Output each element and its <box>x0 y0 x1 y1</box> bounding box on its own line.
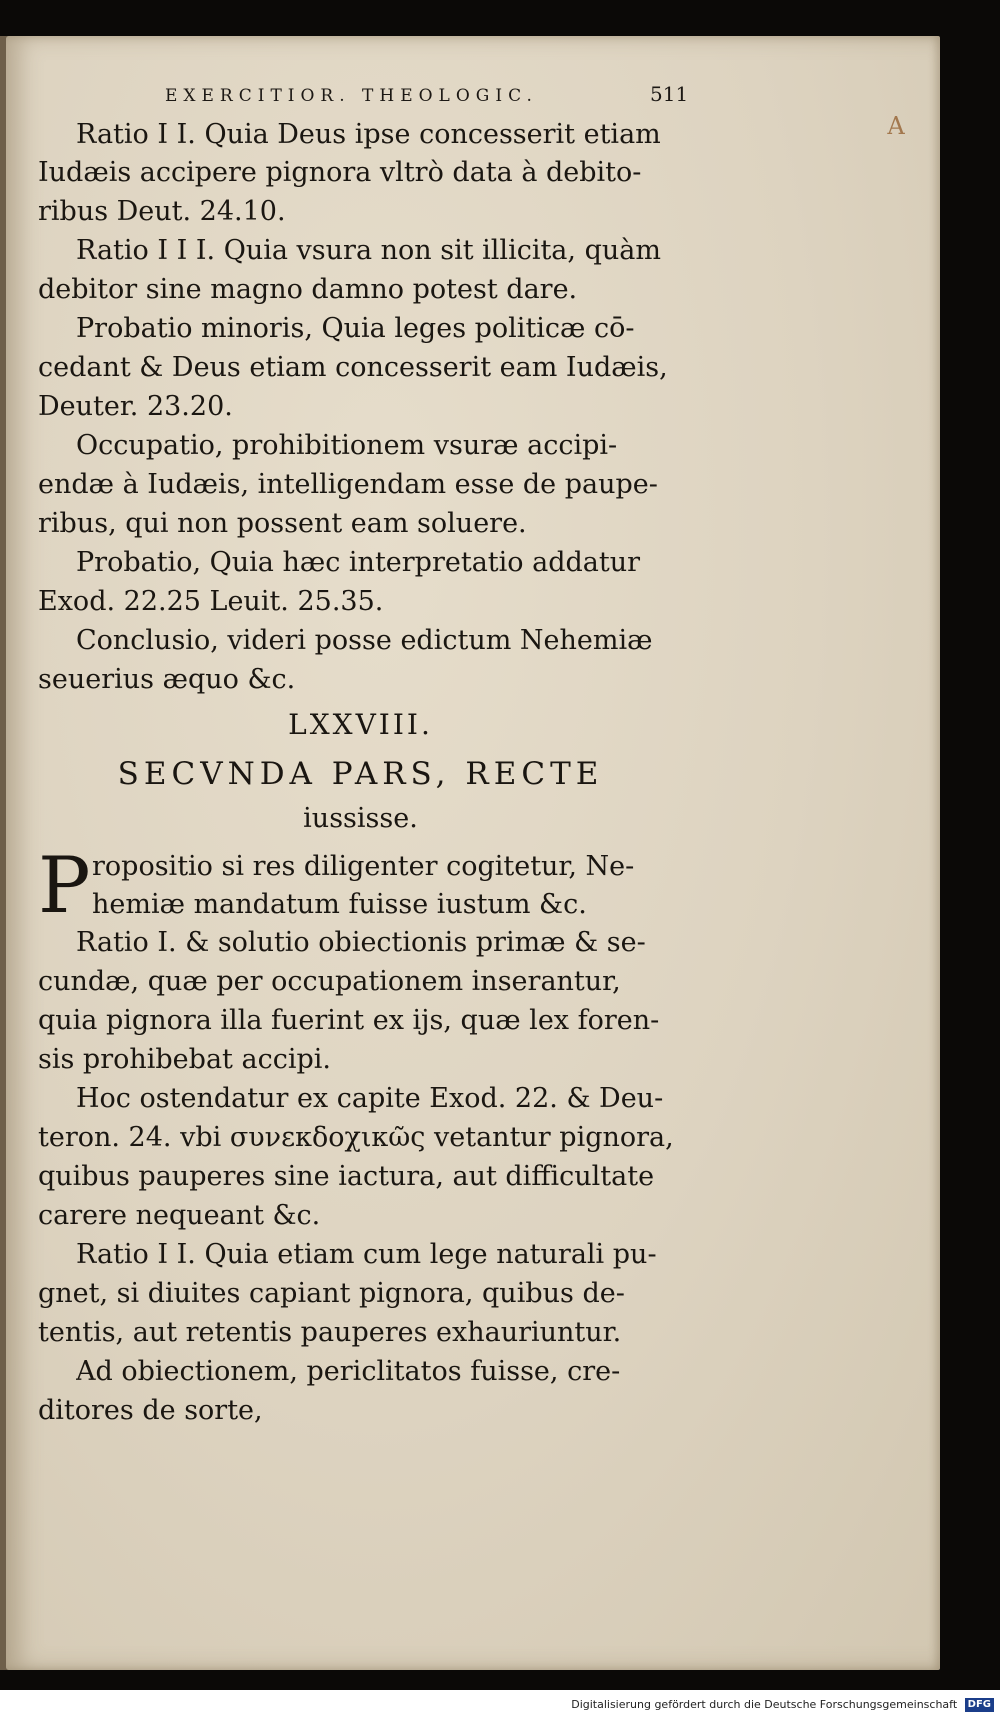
text-line: teron. 24. vbi συνεκδοχικῶς vetantur pignora, <box>38 1122 674 1153</box>
text-line: tentis, aut retentis pauperes exhauriuntur. <box>38 1317 622 1348</box>
text-line: gnet, si diuites capiant pignora, quibus de- <box>38 1278 625 1309</box>
section-title: SECVNDA PARS, RECTE <box>117 756 604 792</box>
text-line: Probatio, Quia hæc interpretatio addatur <box>76 547 641 578</box>
running-head: EXERCITIOR. THEOLOGIC. <box>165 86 538 106</box>
credit-text: Digitalisierung gefördert durch die Deutsche Forschungsgemeinschaft <box>571 1698 958 1711</box>
text-line: Ratio I I. Quia etiam cum lege naturali pu- <box>76 1239 657 1270</box>
text-line: seuerius æquo &c. <box>38 664 296 695</box>
text-line: carere nequeant &c. <box>38 1200 321 1231</box>
margin-ink-mark: A <box>887 112 905 140</box>
text-line: debitor sine magno damno potest dare. <box>38 274 578 305</box>
text-line: Iudæis accipere pignora vltrò data à debito- <box>38 157 642 188</box>
section-title-continued: iussisse. <box>303 803 418 834</box>
text-line: Exod. 22.25 Leuit. 25.35. <box>38 586 384 617</box>
text-line: Ad obiectionem, periclitatos fuisse, cre- <box>76 1356 621 1387</box>
dfg-logo: DFG <box>965 1698 994 1712</box>
text-line: cedant & Deus etiam concesserit eam Iudæis, <box>38 352 668 383</box>
text-line: Hoc ostendatur ex capite Exod. 22. & Deu- <box>76 1083 664 1114</box>
text-line: ribus, qui non possent eam soluere. <box>38 508 527 539</box>
text-line: ribus Deut. 24.10. <box>38 196 286 227</box>
digitization-credit <box>0 1694 994 1716</box>
text-line: Deuter. 23.20. <box>38 391 233 422</box>
text-line: hemiæ mandatum fuisse iustum &c. <box>92 889 587 920</box>
text-line: cundæ, quæ per occupationem inserantur, <box>38 966 621 997</box>
text-line: Ratio I. & solutio obiectionis primæ & se- <box>76 927 646 958</box>
text-line: quibus pauperes sine iactura, aut difficultate <box>38 1161 655 1192</box>
drop-capital: P <box>38 841 91 931</box>
text-line: Occupatio, prohibitionem vsuræ accipi- <box>76 430 618 461</box>
text-line: Ratio I I I. Quia vsura non sit illicita, quàm <box>76 235 661 266</box>
page-number: 511 <box>650 82 689 106</box>
text-line: quia pignora illa fuerint ex ijs, quæ lex foren- <box>38 1005 660 1036</box>
text-line: Probatio minoris, Quia leges politicæ cō- <box>76 313 635 344</box>
text-line: endæ à Iudæis, intelligendam esse de paupe- <box>38 469 658 500</box>
text-line: Ratio I I. Quia Deus ipse concesserit etiam <box>76 119 661 150</box>
section-number: LXXVIII. <box>288 708 433 741</box>
text-line: ditores de sorte, <box>38 1395 263 1426</box>
text-line: ropositio si res diligenter cogitetur, Ne- <box>92 851 635 882</box>
text-line: sis prohibebat accipi. <box>38 1044 331 1075</box>
text-line: Conclusio, videri posse edictum Nehemiæ <box>76 625 653 656</box>
